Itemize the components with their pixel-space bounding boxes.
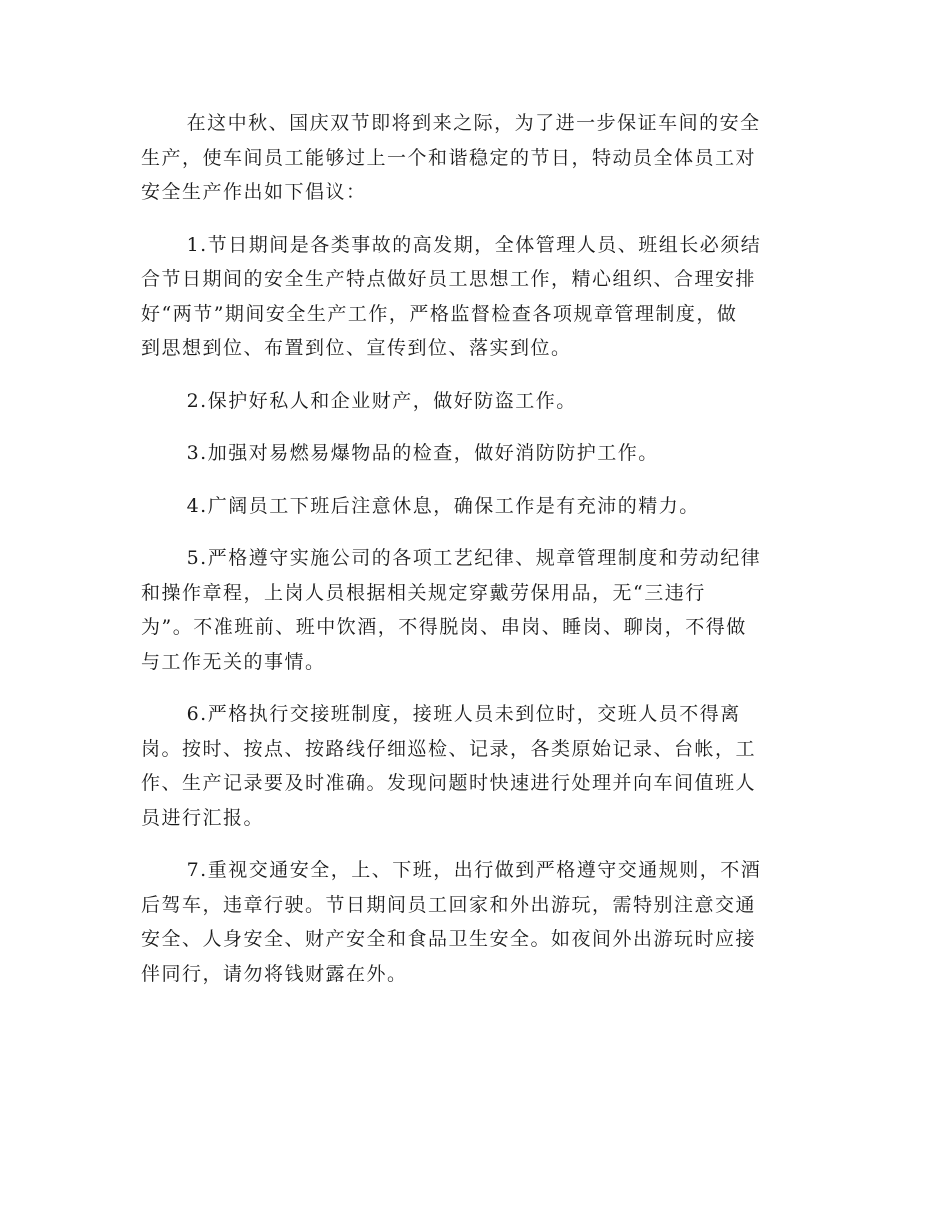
paragraph-item-2 xyxy=(141,384,807,419)
paragraph-line: 5.严格遵守实施公司的各项工艺纪律、规章管理制度和劳动纪律 xyxy=(186,547,762,569)
paragraph-item-3 xyxy=(141,436,807,471)
paragraph-intro xyxy=(141,106,807,210)
paragraph-line: 员进行汇报。 xyxy=(141,806,265,829)
paragraph-line: 安全生产作出如下倡议： xyxy=(141,181,367,203)
paragraph-line: 好“两节”期间安全生产工作，严格监督检查各项规章管理制度，做 xyxy=(141,302,738,325)
paragraph-line: 伴同行，请勿将钱财露在外。 xyxy=(141,962,408,985)
paragraph-line: 和操作章程，上岗人员根据相关规定穿戴劳保用品，无“三违行 xyxy=(141,581,706,604)
paragraph-line: 4.广阔员工下班后注意休息，确保工作是有充沛的精力。 xyxy=(186,494,700,517)
paragraph-line: 安全、人身安全、财产安全和食品卫生安全。如夜间外出游玩时应接 xyxy=(141,928,757,950)
paragraph-line: 为”。不准班前、班中饮酒，不得脱岗、串岗、睡岗、聊岗，不得做 xyxy=(141,616,747,638)
paragraph-line: 7.重视交通安全，上、下班，出行做到严格遵守交通规则，不酒 xyxy=(186,859,762,881)
paragraph-item-7 xyxy=(141,853,807,991)
paragraph-line: 作、生产记录要及时准确。发现问题时快速进行处理并向车间值班人 xyxy=(141,772,757,794)
paragraph-item-6 xyxy=(141,697,807,835)
document-page xyxy=(141,106,807,1009)
paragraph-line: 合节日期间的安全生产特点做好员工思想工作，精心组织、合理安排 xyxy=(141,268,757,290)
paragraph-line: 在这中秋、国庆双节即将到来之际，为了进一步保证车间的安全 xyxy=(186,112,761,134)
paragraph-line: 6.严格执行交接班制度，接班人员未到位时，交班人员不得离 xyxy=(186,703,741,725)
paragraph-line: 1.节日期间是各类事故的高发期，全体管理人员、班组长必须结 xyxy=(186,233,762,256)
paragraph-line: 到思想到位、布置到位、宣传到位、落实到位。 xyxy=(141,337,572,359)
paragraph-line: 2.保护好私人和企业财产，做好防盗工作。 xyxy=(186,389,577,412)
paragraph-item-4 xyxy=(141,489,807,524)
paragraph-line: 后驾车，违章行驶。节日期间员工回家和外出游玩，需特别注意交通 xyxy=(141,893,757,916)
paragraph-line: 与工作无关的事情。 xyxy=(141,650,326,673)
paragraph-item-5 xyxy=(141,541,807,679)
paragraph-item-1 xyxy=(141,228,807,366)
paragraph-line: 岗。按时、按点、按路线仔细巡检、记录，各类原始记录、台帐，工 xyxy=(141,737,757,760)
paragraph-line: 3.加强对易燃易爆物品的检查，做好消防防护工作。 xyxy=(186,442,659,464)
paragraph-line: 生产，使车间员工能够过上一个和谐稳定的节日，特动员全体员工对 xyxy=(141,146,757,169)
